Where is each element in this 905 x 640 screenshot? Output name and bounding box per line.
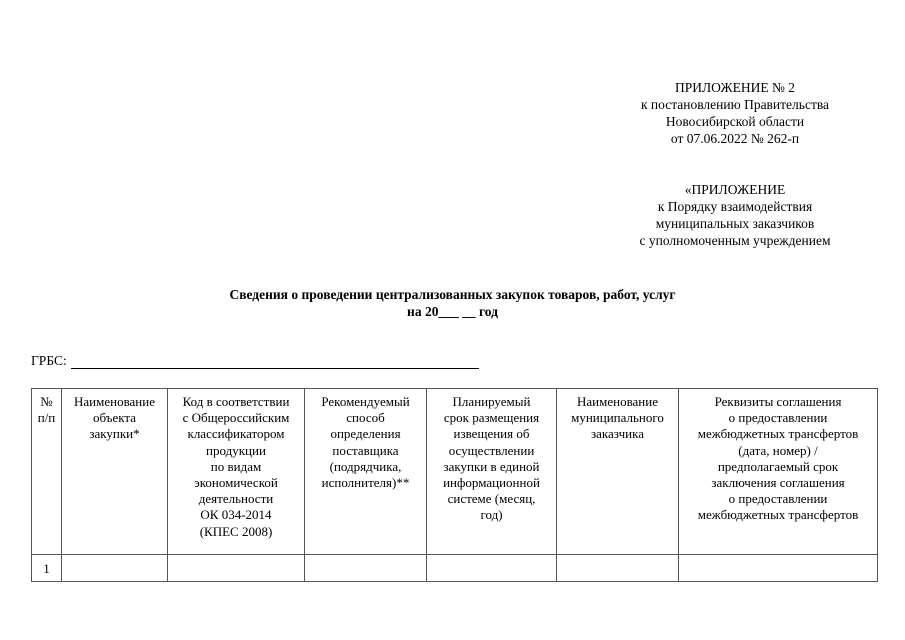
appendix-line: от 07.06.2022 № 262-п [670,131,800,146]
table-cell [168,555,305,582]
appendix-line: к постановлению Правительства [640,97,830,112]
column-header-agreement-details: Реквизиты соглашения о предоставлении межбюджетных трансфертов (дата, номер) / предполагаемый срок заключения соглашения о предоставлении межбюджетных трансфертов [679,389,878,555]
table-cell [62,555,168,582]
title-line-1: Сведения о проведении централизованных закупок товаров, работ, услуг [229,287,676,302]
title-line-2: на 20___ __ год [407,304,498,319]
column-header-number: № п/п [32,389,62,555]
table-cell [557,555,679,582]
table-row [32,555,878,582]
table-header-row [32,389,878,555]
appendix-line: Новосибирской области [665,114,805,129]
document-title [0,286,905,320]
appendix-line: с уполномоченным учреждением [639,233,831,248]
appendix-line: муниципальных заказчиков [655,216,815,231]
table-cell [679,555,878,582]
appendix-reference [600,79,870,147]
procurement-table [31,388,878,582]
table-cell [427,555,557,582]
original-appendix-reference [600,181,870,249]
column-header-supplier-method: Рекомендуемый способ определения поставщика (подрядчика, исполнителя)** [305,389,427,555]
grbs-field [31,352,479,369]
appendix-line: к Порядку взаимодействия [657,199,813,214]
appendix-line: «ПРИЛОЖЕНИЕ [684,182,786,197]
table-cell-number: 1 [32,555,62,582]
grbs-blank-line [71,354,479,369]
column-header-customer-name: Наименование муниципального заказчика [557,389,679,555]
column-header-object-name: Наименование объекта закупки* [62,389,168,555]
column-header-planned-date: Планируемый срок размещения извещения об осуществлении закупки в единой информационной системе (месяц, год) [427,389,557,555]
table-cell [305,555,427,582]
appendix-line: ПРИЛОЖЕНИЕ № 2 [674,80,796,95]
grbs-label: ГРБС: [31,353,67,368]
column-header-okpd-code: Код в соответствии с Общероссийским классификатором продукции по видам экономической деятельности ОК 034-2014 (КПЕС 2008) [168,389,305,555]
